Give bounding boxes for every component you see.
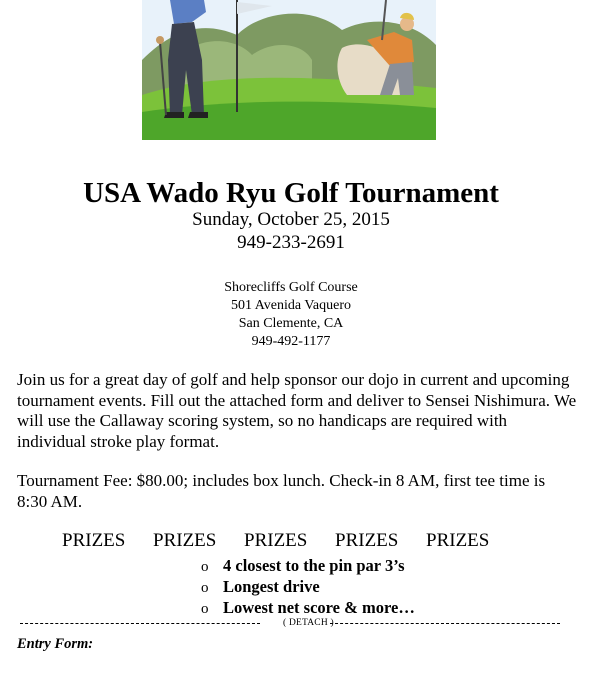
- prizes-heading: PRIZES: [153, 530, 217, 551]
- prize-text: Longest drive: [223, 577, 320, 596]
- prize-list: [201, 555, 415, 618]
- contact-phone: 949-233-2691: [237, 232, 345, 253]
- prize-item: [201, 597, 415, 618]
- golfers-illustration: [142, 0, 436, 140]
- venue-city: San Clemente, CA: [238, 316, 344, 331]
- bullet-marker: o: [201, 601, 209, 617]
- prizes-heading-row: [0, 530, 600, 554]
- prizes-heading: PRIZES: [335, 530, 399, 551]
- prize-item: [201, 576, 415, 597]
- bullet-marker: o: [201, 559, 209, 575]
- venue-phone: 949-492-1177: [251, 334, 331, 349]
- venue-name: Shorecliffs Golf Course: [224, 280, 358, 295]
- prizes-heading: PRIZES: [426, 530, 490, 551]
- prize-text: 4 closest to the pin par 3’s: [223, 556, 405, 575]
- detach-label: ( DETACH ): [283, 618, 334, 628]
- prizes-heading: PRIZES: [62, 530, 126, 551]
- detach-divider: [20, 616, 560, 632]
- venue-street: 501 Avenida Vaquero: [230, 298, 351, 313]
- intro-paragraph: Join us for a great day of golf and help sponsor our dojo in current and upcoming tournament events. Fill out the attached form and deliver to Sensei Nishimura. We will use the Callaway scoring system, so no handicaps are required with individual stroke play format.: [17, 370, 577, 451]
- dashed-line-left: [20, 623, 260, 624]
- venue-block: [0, 279, 582, 351]
- prize-item: [201, 555, 415, 576]
- entry-form-heading: Entry Form:: [17, 636, 94, 652]
- page-title: USA Wado Ryu Golf Tournament: [83, 177, 499, 209]
- dashed-line-right: [330, 623, 560, 624]
- event-date: Sunday, October 25, 2015: [192, 209, 390, 230]
- prizes-heading: PRIZES: [244, 530, 308, 551]
- bullet-marker: o: [201, 580, 209, 596]
- fee-paragraph: Tournament Fee: $80.00; includes box lunch. Check-in 8 AM, first tee time is 8:30 AM.: [17, 471, 546, 511]
- prize-text: Lowest net score & more…: [223, 598, 415, 617]
